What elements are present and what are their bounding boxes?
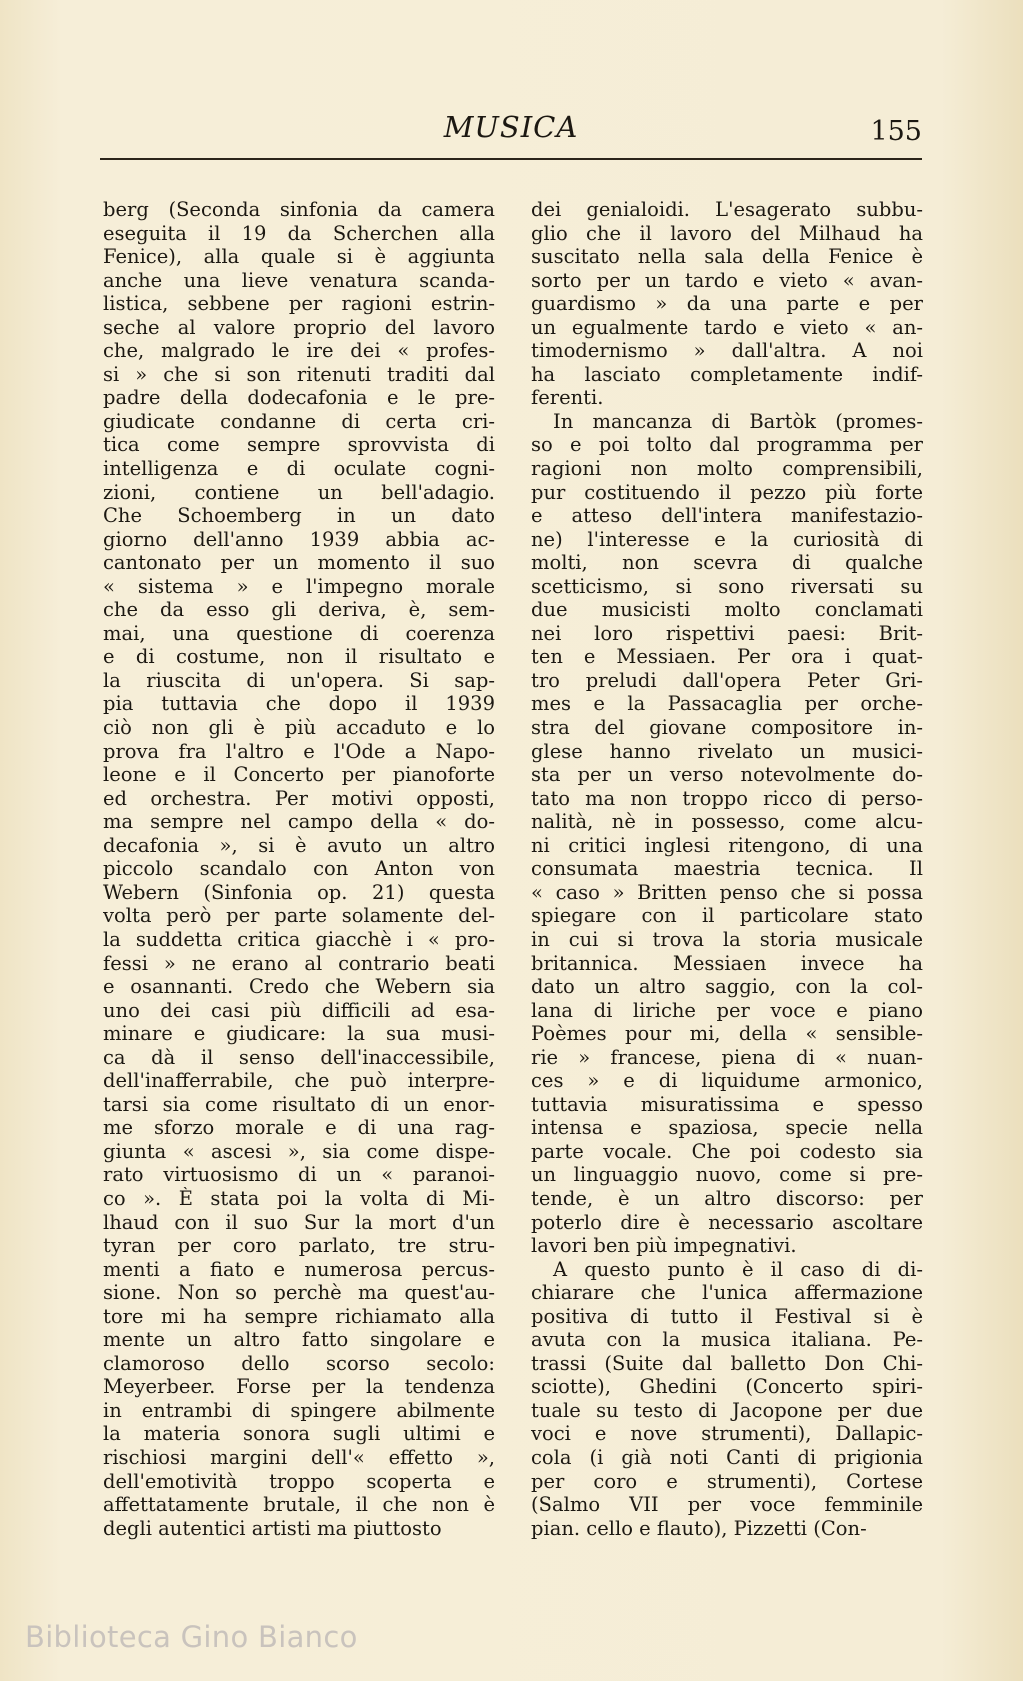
text-line: leone e il Concerto per pianoforte (103, 763, 495, 787)
text-line: lana di liriche per voce e piano (531, 998, 923, 1022)
text-line: piccolo scandalo con Anton von (103, 857, 495, 881)
text-line: ciò non gli è più accaduto e lo (103, 716, 495, 740)
text-line: la riuscita di un'opera. Si sap- (103, 668, 495, 692)
text-line: per coro e strumenti), Cortese (531, 1469, 923, 1493)
text-line: mai, una questione di coerenza (103, 621, 495, 645)
text-line: tro preludi dall'opera Peter Gri- (531, 668, 923, 692)
text-line: tuale su testo di Jacopone per due (531, 1398, 923, 1422)
text-line: rato virtuosismo di un « paranoi- (103, 1163, 495, 1187)
text-line: e di costume, non il risultato e (103, 645, 495, 669)
text-line: Poèmes pour mi, della « sensible- (531, 1022, 923, 1046)
text-line: che, malgrado le ire dei « profes- (103, 339, 495, 363)
text-line: nei loro rispettivi paesi: Brit- (531, 621, 923, 645)
text-line: pur costituendo il pezzo più forte (531, 480, 923, 504)
text-line: mes e la Passacaglia per orche- (531, 692, 923, 716)
text-line: « caso » Britten penso che si possa (531, 880, 923, 904)
text-line: sciotte), Ghedini (Concerto spiri- (531, 1375, 923, 1399)
text-line: dell'emotività troppo scoperta e (103, 1469, 495, 1493)
text-line: voci e nove strumenti), Dallapic- (531, 1422, 923, 1446)
text-line: pian. cello e flauto), Pizzetti (Con- (531, 1516, 867, 1540)
text-line: prova fra l'altro e l'Ode a Napo- (103, 739, 495, 763)
text-line: intelligenza e di oculate cogni- (103, 457, 495, 481)
text-line: co ». È stata poi la volta di Mi- (103, 1186, 495, 1210)
text-line: cola (i già noti Canti di prigionia (531, 1445, 923, 1469)
text-line: mente un altro fatto singolare e (103, 1328, 495, 1352)
text-line: anche una lieve venatura scanda- (103, 268, 495, 292)
text-line: volta però per parte solamente del- (103, 904, 495, 928)
text-line: un egualmente tardo e vieto « an- (531, 315, 923, 339)
text-line: tuttavia misuratissima e spesso (531, 1092, 923, 1116)
text-line: seche al valore proprio del lavoro (103, 315, 495, 339)
text-line: zioni, contiene un bell'adagio. (103, 480, 495, 504)
text-line: sta per un verso notevolmente do- (531, 763, 923, 787)
page-number: 155 (870, 116, 922, 147)
text-line: parte vocale. Che poi codesto sia (531, 1139, 923, 1163)
text-line: la materia sonora sugli ultimi e (103, 1422, 495, 1446)
text-line: tyran per coro parlato, tre stru- (103, 1234, 495, 1258)
text-line: ten e Messiaen. Per ora i quat- (531, 645, 923, 669)
text-line: ferenti. (531, 386, 604, 410)
text-line: listica, sebbene per ragioni estrin- (103, 292, 495, 316)
text-line: A questo punto è il caso di di- (553, 1257, 923, 1281)
text-line: ne) l'interesse e la curiosità di (531, 527, 923, 551)
text-line: in cui si trova la storia musicale (531, 927, 923, 951)
text-line: giudicate condanne di certa cri- (103, 409, 495, 433)
text-line: menti a fiato e numerosa percus- (103, 1257, 495, 1281)
text-line: Che Schoemberg in un dato (103, 504, 495, 528)
text-line: consumata maestria tecnica. Il (531, 857, 923, 881)
text-line: tende, è un altro discorso: per (531, 1186, 923, 1210)
text-line: nalità, nè in possesso, come alcu- (531, 810, 923, 834)
left-text-column (103, 198, 495, 1540)
text-line: lhaud con il suo Sur la mort d'un (103, 1210, 495, 1234)
text-line: (Salmo VII per voce femminile (531, 1493, 923, 1517)
text-line: berg (Seconda sinfonia da camera (103, 198, 495, 221)
text-line: glese hanno rivelato un musici- (531, 739, 923, 763)
text-line: glio che il lavoro del Milhaud ha (531, 221, 923, 245)
text-line: dei genialoidi. L'esagerato subbu- (531, 198, 923, 221)
text-line: affettatamente brutale, il che non è (103, 1493, 495, 1517)
text-line: ces » e di liquidume armonico, (531, 1069, 923, 1093)
text-line: sorto per un tardo e vieto « avan- (531, 268, 923, 292)
text-line: Meyerbeer. Forse per la tendenza (103, 1375, 495, 1399)
text-line: chiarare che l'unica affermazione (531, 1281, 923, 1305)
text-line: ma sempre nel campo della « do- (103, 810, 495, 834)
text-line: trassi (Suite dal balletto Don Chi- (531, 1351, 923, 1375)
text-line: britannica. Messiaen invece ha (531, 951, 923, 975)
text-line: clamoroso dello scorso secolo: (103, 1351, 495, 1375)
text-line: molti, non scevra di qualche (531, 551, 923, 575)
text-line: intensa e spaziosa, specie nella (531, 1116, 923, 1140)
text-line: ni critici inglesi ritengono, di una (531, 833, 923, 857)
running-title: MUSICA (443, 110, 579, 144)
text-line: uno dei casi più difficili ad esa- (103, 998, 495, 1022)
text-line: fessi » ne erano al contrario beati (103, 951, 495, 975)
text-line: ed orchestra. Per motivi opposti, (103, 786, 495, 810)
text-line: rie » francese, piena di « nuan- (531, 1045, 923, 1069)
text-line: avuta con la musica italiana. Pe- (531, 1328, 923, 1352)
text-line: in entrambi di spingere abilmente (103, 1398, 495, 1422)
right-text-column (531, 198, 923, 1540)
text-line: che da esso gli deriva, è, sem- (103, 598, 495, 622)
text-line: minare e giudicare: la sua musi- (103, 1022, 495, 1046)
running-head (100, 110, 922, 154)
text-line: poterlo dire è necessario ascoltare (531, 1210, 923, 1234)
text-line: sione. Non so perchè ma quest'au- (103, 1281, 495, 1305)
text-line: scetticismo, si sono riversati su (531, 574, 923, 598)
text-line: suscitato nella sala della Fenice è (531, 245, 923, 269)
text-line: timodernismo » dall'altra. A noi (531, 339, 923, 363)
text-line: Fenice), alla quale si è aggiunta (103, 245, 495, 269)
text-line: un linguaggio nuovo, come si pre- (531, 1163, 923, 1187)
text-line: tica come sempre sprovvista di (103, 433, 495, 457)
text-line: Webern (Sinfonia op. 21) questa (103, 880, 495, 904)
text-line: ca dà il senso dell'inaccessibile, (103, 1045, 495, 1069)
text-line: decafonia », si è avuto un altro (103, 833, 495, 857)
text-line: la suddetta critica giacchè i « pro- (103, 927, 495, 951)
text-line: degli autentici artisti ma piuttosto (103, 1516, 442, 1540)
text-line: guardismo » da una parte e per (531, 292, 923, 316)
text-line: ha lasciato completamente indif- (531, 362, 923, 386)
text-line: due musicisti molto conclamati (531, 598, 923, 622)
text-line: si » che si son ritenuti traditi dal (103, 362, 495, 386)
text-line: In mancanza di Bartòk (promes- (553, 409, 923, 433)
text-line: dell'inafferrabile, che può interpre- (103, 1069, 495, 1093)
header-rule (100, 158, 922, 160)
text-line: stra del giovane compositore in- (531, 716, 923, 740)
text-line: tarsi sia come risultato di un enor- (103, 1092, 495, 1116)
text-line: tore mi ha sempre richiamato alla (103, 1304, 495, 1328)
text-line: tato ma non troppo ricco di perso- (531, 786, 923, 810)
text-line: pia tuttavia che dopo il 1939 (103, 692, 495, 716)
text-line: e osannanti. Credo che Webern sia (103, 975, 495, 999)
text-line: lavori ben più impegnativi. (531, 1234, 797, 1258)
text-line: giunta « ascesi », sia come dispe- (103, 1139, 495, 1163)
text-line: so e poi tolto dal programma per (531, 433, 923, 457)
text-line: me sforzo morale e di una rag- (103, 1116, 495, 1140)
library-watermark: Biblioteca Gino Bianco (25, 1620, 358, 1654)
text-line: padre della dodecafonia e le pre- (103, 386, 495, 410)
text-line: giorno dell'anno 1939 abbia ac- (103, 527, 495, 551)
text-line: positiva di tutto il Festival si è (531, 1304, 923, 1328)
text-line: « sistema » e l'impegno morale (103, 574, 495, 598)
text-line: e atteso dell'intera manifestazio- (531, 504, 923, 528)
text-line: ragioni non molto comprensibili, (531, 457, 923, 481)
text-line: cantonato per un momento il suo (103, 551, 495, 575)
text-line: rischiosi margini dell'« effetto », (103, 1445, 495, 1469)
text-line: spiegare con il particolare stato (531, 904, 923, 928)
text-line: eseguita il 19 da Scherchen alla (103, 221, 495, 245)
text-line: dato un altro saggio, con la col- (531, 975, 923, 999)
